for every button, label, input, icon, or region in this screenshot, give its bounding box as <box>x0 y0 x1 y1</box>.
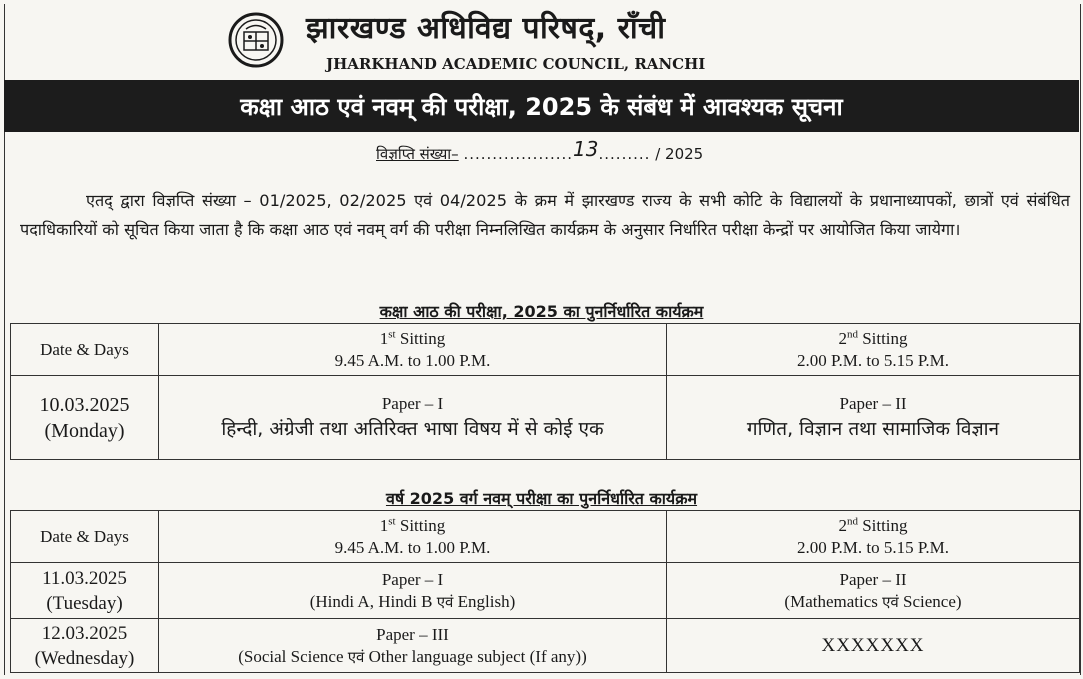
exam-date: 10.03.2025 <box>39 393 130 416</box>
notice-number-label: विज्ञप्ति संख्या– <box>376 145 459 163</box>
sitting-number: 1 <box>379 515 389 535</box>
notice-number-value: 13 <box>573 137 599 161</box>
sitting-suffix: nd <box>846 327 858 340</box>
table-row <box>11 619 1080 673</box>
letterhead <box>0 0 1083 80</box>
council-name-english: JHARKHAND ACADEMIC COUNCIL, RANCHI <box>326 55 706 73</box>
date-cell <box>11 376 159 460</box>
paper-label: Paper – III <box>376 624 449 644</box>
sitting-time: 9.45 A.M. to 1.00 P.M. <box>334 350 491 370</box>
sitting-suffix: st <box>388 327 396 340</box>
sitting-number: 2 <box>838 328 847 348</box>
subjects-conjunction: एवं <box>347 647 365 666</box>
sitting-number: 1 <box>379 328 389 348</box>
sitting-word: Sitting <box>395 328 446 348</box>
paper-subjects: हिन्दी, अंग्रेजी तथा अतिरिक्त भाषा विषय में से कोई एक <box>221 417 604 440</box>
header-second-sitting <box>667 324 1080 376</box>
class8-schedule-table <box>10 323 1080 460</box>
notice-number-dots-right: ......... <box>598 145 651 163</box>
first-sitting-cell <box>159 563 667 619</box>
class8-schedule-title: कक्षा आठ की परीक्षा, 2025 का पुनर्निर्धारित कार्यक्रम <box>379 302 704 321</box>
date-cell <box>11 563 159 619</box>
notice-number <box>376 137 704 164</box>
header-second-sitting <box>667 511 1080 563</box>
sitting-word: Sitting <box>857 515 908 535</box>
paper-subjects: गणित, विज्ञान तथा सामाजिक विज्ञान <box>746 417 1000 440</box>
subjects-part-b: English) <box>453 591 516 611</box>
subjects-part-a: (Mathematics <box>784 591 883 611</box>
second-sitting-cell <box>667 563 1080 619</box>
paper-label: Paper – I <box>381 393 444 413</box>
sitting-number: 2 <box>838 515 847 535</box>
council-name-hindi: झारखण्ड अधिविद्य परिषद्, राँची <box>306 11 666 46</box>
no-exam-cell: XXXXXXX <box>667 619 1080 673</box>
header-date-days: Date & Days <box>11 511 159 563</box>
sitting-word: Sitting <box>395 515 446 535</box>
sitting-time: 2.00 P.M. to 5.15 P.M. <box>796 350 950 370</box>
notice-number-year: / 2025 <box>655 145 704 163</box>
first-sitting-cell <box>159 376 667 460</box>
subjects-part-a: (Social Science <box>238 646 348 666</box>
subjects-part-b: Science) <box>898 591 962 611</box>
sitting-word: Sitting <box>857 328 908 348</box>
header-first-sitting <box>159 511 667 563</box>
subjects-conjunction: एवं <box>882 592 899 611</box>
exam-day: (Monday) <box>44 419 125 442</box>
subjects-part-b: Other language subject (If any)) <box>364 646 587 666</box>
first-sitting-cell <box>159 619 667 673</box>
exam-date: 11.03.2025 <box>42 567 127 589</box>
subjects-conjunction: एवं <box>436 592 454 611</box>
exam-date: 12.03.2025 <box>41 622 128 644</box>
date-cell <box>11 619 159 673</box>
paper-label: Paper – I <box>381 569 444 589</box>
table-header-row <box>11 511 1080 563</box>
sitting-time: 9.45 A.M. to 1.00 P.M. <box>334 537 491 557</box>
notice-banner: कक्षा आठ एवं नवम् की परीक्षा, 2025 के संबंध में आवश्यक सूचना <box>4 80 1079 132</box>
table-row <box>11 563 1080 619</box>
notice-body: एतद् द्वारा विज्ञप्ति संख्या – 01/2025, 02/2025 एवं 04/2025 के क्रम में झारखण्ड राज्य के सभी कोटि के विद्यालयों के प्रधानाध्यापकों, छात्रों एवं संबंधित पदाधिकारियों को सूचित किया जाता है कि कक्षा आठ एवं नवम् वर्ग की परीक्षा निम्नलिखित कार्यक्रम के अनुसार निर्धारित परीक्षा केन्द्रों पर आयोजित किया जायेगा। <box>20 191 1070 239</box>
table-row <box>11 376 1080 460</box>
header-first-sitting <box>159 324 667 376</box>
second-sitting-cell <box>667 376 1080 460</box>
sitting-time: 2.00 P.M. to 5.15 P.M. <box>796 537 950 557</box>
header-date-days: Date & Days <box>11 324 159 376</box>
notice-number-dots-left: ................... <box>463 145 574 163</box>
paper-label: Paper – II <box>839 393 907 413</box>
subjects-part-a: (Hindi A, Hindi B <box>309 591 437 611</box>
council-emblem-icon <box>228 12 284 68</box>
table-header-row <box>11 324 1080 376</box>
sitting-suffix: nd <box>846 514 858 527</box>
class9-schedule-table <box>10 510 1080 673</box>
sitting-suffix: st <box>388 514 396 527</box>
exam-day: (Wednesday) <box>34 647 135 669</box>
paper-label: Paper – II <box>839 569 907 589</box>
exam-day: (Tuesday) <box>46 592 123 614</box>
class9-schedule-title: वर्ष 2025 वर्ग नवम् परीक्षा का पुनर्निर्धारित कार्यक्रम <box>385 489 698 508</box>
